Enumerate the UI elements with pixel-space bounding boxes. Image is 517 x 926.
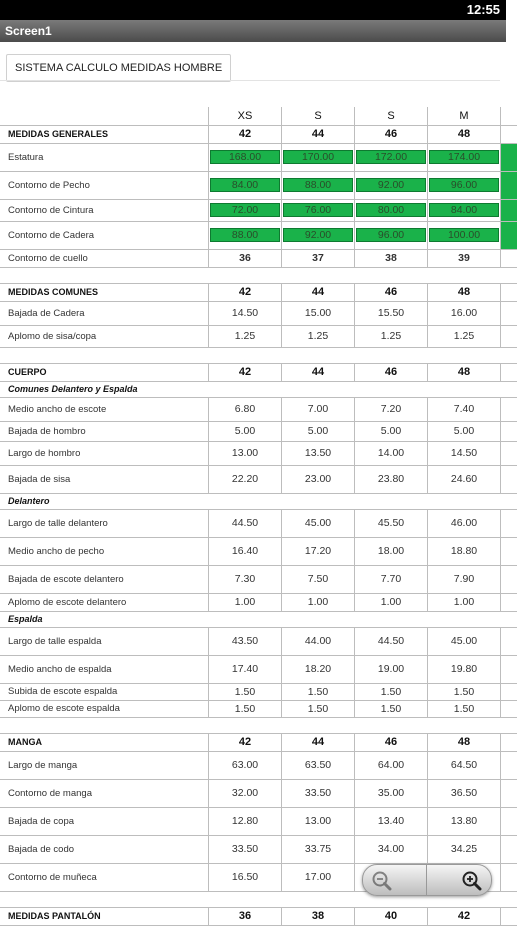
value-input[interactable]: 80.00: [356, 203, 426, 217]
table-row: Aplomo de sisa/copa 1.25 1.25 1.25 1.25: [0, 325, 517, 347]
row-label: Bajada de codo: [0, 835, 209, 863]
value-input[interactable]: 96.00: [429, 178, 499, 192]
row-label: Aplomo de escote espalda: [0, 700, 209, 717]
table-row: Largo de manga 63.00 63.50 64.00 64.50: [0, 751, 517, 779]
value-input[interactable]: 100.00: [429, 228, 499, 242]
row-label: Largo de manga: [0, 751, 209, 779]
value-input[interactable]: 76.00: [283, 203, 353, 217]
row-label: Bajada de Cadera: [0, 301, 209, 325]
table-row: [0, 221, 517, 249]
value-input[interactable]: 96.00: [356, 228, 426, 242]
table-row: Aplomo de escote delantero 1.00 1.00 1.00 1.00: [0, 593, 517, 611]
status-time: 12:55: [466, 2, 500, 17]
value-input[interactable]: 84.00: [210, 178, 280, 192]
size-header: XS: [209, 107, 282, 125]
measurements-table: [0, 107, 517, 926]
spacer-row: [0, 267, 517, 283]
value-input[interactable]: 172.00: [356, 150, 426, 164]
row-label: Largo de hombro: [0, 441, 209, 465]
table-row: Medio ancho de escote 6.80 7.00 7.20 7.40: [0, 397, 517, 421]
section-header-comunes: MEDIDAS COMUNES 42 44 46 48: [0, 283, 517, 301]
table-row: Bajada de escote delantero 7.30 7.50 7.70 7.90: [0, 565, 517, 593]
table-row: Bajada de codo 33.50 33.75 34.00 34.25: [0, 835, 517, 863]
table-row: [0, 199, 517, 221]
table-row: Bajada de Cadera 14.50 15.00 15.50 16.00: [0, 301, 517, 325]
row-label: Contorno de Cadera: [0, 221, 209, 249]
table-row: [0, 143, 517, 171]
title-bar: [0, 20, 506, 42]
table-row: Aplomo de escote espalda 1.50 1.50 1.50 1.50: [0, 700, 517, 717]
table-row: Contorno de cuello 36 37 38 39: [0, 249, 517, 267]
status-bar: [0, 0, 506, 20]
value-input[interactable]: 170.00: [283, 150, 353, 164]
subsection-header: Espalda: [0, 611, 517, 627]
tab-sistema-calculo[interactable]: SISTEMA CALCULO MEDIDAS HOMBRE: [6, 54, 231, 82]
row-label: Contorno de manga: [0, 779, 209, 807]
table-row: Largo de talle espalda 43.50 44.00 44.50 45.00: [0, 627, 517, 655]
tab-divider: [0, 80, 500, 81]
section-header-cuerpo: CUERPO 42 44 46 48: [0, 363, 517, 381]
zoom-in-button[interactable]: [426, 865, 491, 895]
row-label: Contorno de Cintura: [0, 199, 209, 221]
value-input[interactable]: 72.00: [210, 203, 280, 217]
section-header-manga: MANGA 42 44 46 48: [0, 733, 517, 751]
subsection-header: Comunes Delantero y Espalda: [0, 381, 517, 397]
row-label: Contorno de muñeca: [0, 863, 209, 891]
row-label: Largo de talle espalda: [0, 627, 209, 655]
row-label: Bajada de sisa: [0, 465, 209, 493]
zoom-in-icon: [461, 870, 483, 892]
size-header: M: [428, 107, 501, 125]
row-label: Aplomo de sisa/copa: [0, 325, 209, 347]
row-label: Medio ancho de pecho: [0, 537, 209, 565]
spacer-row: [0, 717, 517, 733]
row-label: Medio ancho de espalda: [0, 655, 209, 683]
measurements-table-container[interactable]: [0, 107, 506, 922]
row-label: Subida de escote espalda: [0, 683, 209, 700]
table-row: Contorno de muñeca 16.50 17.00: [0, 863, 517, 891]
row-label: Contorno de Pecho: [0, 171, 209, 199]
spacer-row: [0, 347, 517, 363]
row-label: Estatura: [0, 143, 209, 171]
zoom-control: [362, 864, 492, 896]
value-input[interactable]: 92.00: [283, 228, 353, 242]
row-label: Largo de talle delantero: [0, 509, 209, 537]
table-row: [0, 171, 517, 199]
size-header: S: [355, 107, 428, 125]
size-header: S: [282, 107, 355, 125]
table-row: Bajada de hombro 5.00 5.00 5.00 5.00: [0, 421, 517, 441]
value-input[interactable]: 92.00: [356, 178, 426, 192]
table-row: Subida de escote espalda 1.50 1.50 1.50 1.50: [0, 683, 517, 700]
table-row: [0, 107, 517, 125]
window-title: Screen1: [5, 24, 52, 38]
table-row: Medio ancho de pecho 16.40 17.20 18.00 18.80: [0, 537, 517, 565]
row-label: Contorno de cuello: [0, 249, 209, 267]
table-row: Largo de hombro 13.00 13.50 14.00 14.50: [0, 441, 517, 465]
value-input[interactable]: 174.00: [429, 150, 499, 164]
subsection-header: Delantero: [0, 493, 517, 509]
zoom-out-button[interactable]: [363, 865, 427, 895]
row-label: Bajada de hombro: [0, 421, 209, 441]
table-row: Bajada de sisa 22.20 23.00 23.80 24.60: [0, 465, 517, 493]
value-input[interactable]: 88.00: [210, 228, 280, 242]
zoom-out-icon: [371, 870, 393, 892]
table-row: Contorno de manga 32.00 33.50 35.00 36.50: [0, 779, 517, 807]
value-input[interactable]: 168.00: [210, 150, 280, 164]
section-header-pantalon: MEDIDAS PANTALÓN 36 38 40 42: [0, 907, 517, 925]
row-label: Bajada de escote delantero: [0, 565, 209, 593]
table-row: Medio ancho de espalda 17.40 18.20 19.00 19.80: [0, 655, 517, 683]
value-input[interactable]: 88.00: [283, 178, 353, 192]
row-label: Aplomo de escote delantero: [0, 593, 209, 611]
table-row: Bajada de copa 12.80 13.00 13.40 13.80: [0, 807, 517, 835]
row-label: Bajada de copa: [0, 807, 209, 835]
row-label: Medio ancho de escote: [0, 397, 209, 421]
table-row: Largo de talle delantero 44.50 45.00 45.50 46.00: [0, 509, 517, 537]
section-header-generales: MEDIDAS GENERALES 42 44 46 48: [0, 125, 517, 143]
value-input[interactable]: 84.00: [429, 203, 499, 217]
